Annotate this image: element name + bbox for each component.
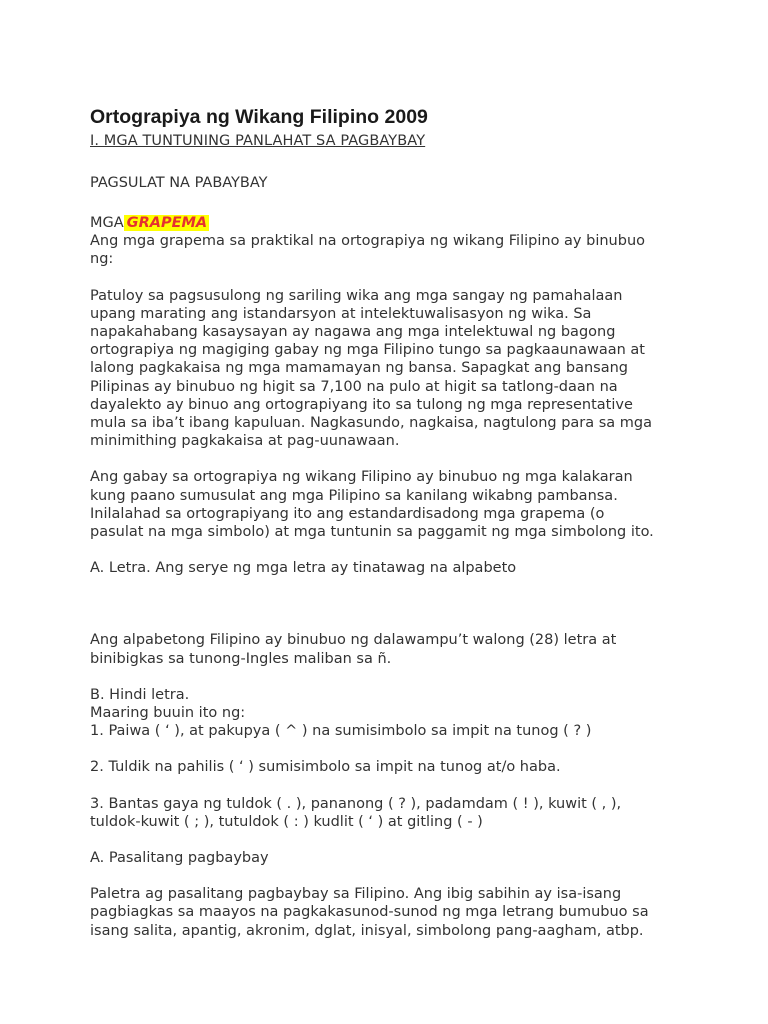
text-line: Ang gabay sa ortograpiya ng wikang Filipino ay binubuo ng mga kalakaran <box>90 469 633 486</box>
text-line: pasulat na mga simbolo) at mga tuntunin sa paggamit ng mga simbolong ito. <box>90 524 654 541</box>
text-line: upang marating ang istandarsyon at intelektuwalisasyon ng wika. Sa <box>90 305 592 322</box>
text-line: Inilalahad sa ortograpiyang ito ang estandardisadong mga grapema (o <box>90 505 605 522</box>
text-line: Pilipinas ay binubuo ng higit sa 7,100 na pulo at higit sa tatlong-daan na <box>90 378 618 395</box>
section-subtitle: I. MGA TUNTUNING PANLAHAT SA PAGBAYBAY <box>90 133 426 149</box>
document-title: Ortograpiya ng Wikang Filipino 2009 <box>90 106 428 128</box>
grapema-highlight: GRAPEMA <box>124 215 209 231</box>
text-line: dayalekto ay binuo ang ortograpiyang ito sa tulong ng mga representative <box>90 396 633 413</box>
text-line: tuldok-kuwit ( ; ), tutuldok ( : ) kudlit ( ‘ ) at gitling ( - ) <box>90 813 483 830</box>
text-line: binibigkas sa tunong-Ingles maliban sa ñ. <box>90 650 392 667</box>
text-line: 2. Tuldik na pahilis ( ‘ ) sumisimbolo sa impit na tunog at/o haba. <box>90 759 561 776</box>
text-line: Ang alpabetong Filipino ay binubuo ng dalawampu’t walong (28) letra at <box>90 632 617 649</box>
text-line: A. Letra. Ang serye ng mga letra ay tinatawag na alpabeto <box>90 560 517 577</box>
grapema-prefix: MGA <box>90 215 124 231</box>
text-line: isang salita, apantig, akronim, dglat, inisyal, simbolong pang-aagham, atbp. <box>90 922 644 939</box>
text-line: B. Hindi letra. <box>90 686 190 703</box>
grapema-heading <box>90 214 690 232</box>
text-line: kung paano sumusulat ang mga Pilipino sa kanilang wikabng pambansa. <box>90 487 618 504</box>
text-line: 3. Bantas gaya ng tuldok ( . ), pananong ( ? ), padamdam ( ! ), kuwit ( , ), <box>90 795 622 812</box>
text-line: Ang mga grapema sa praktikal na ortograpiya ng wikang Filipino ay binubuo <box>90 233 646 250</box>
section-heading: PAGSULAT NA PABAYBAY <box>90 175 268 191</box>
text-line: minimithing pagkakaisa at pag-uunawaan. <box>90 433 400 450</box>
document-page <box>90 104 690 940</box>
text-line: ng: <box>90 251 114 268</box>
text-line: Paletra ag pasalitang pagbaybay sa Filipino. Ang ibig sabihin ay isa-isang <box>90 886 622 903</box>
text-line: lalong pagkakaisa ng mga mamamayan ng bansa. Sapagkat ang bansang <box>90 360 629 377</box>
text-line: 1. Paiwa ( ‘ ), at pakupya ( ^ ) na sumisimbolo sa impit na tunog ( ? ) <box>90 723 592 740</box>
text-line: A. Pasalitang pagbaybay <box>90 850 269 867</box>
text-line: pagbiagkas sa maayos na pagkakasunod-sunod ng mga letrang bumubuo sa <box>90 904 649 921</box>
text-line: mula sa iba’t ibang kapuluan. Nagkasundo, nagkaisa, nagtulong para sa mga <box>90 415 653 432</box>
text-line: napakahabang kasaysayan ay nagawa ang mga intelektuwal ng bagong <box>90 324 616 341</box>
text-line: Patuloy sa pagsusulong ng sariling wika ang mga sangay ng pamahalaan <box>90 287 623 304</box>
text-line: Maaring buuin ito ng: <box>90 705 246 722</box>
text-line: ortograpiya ng magiging gabay ng mga Filipino tungo sa pagkaaunawaan at <box>90 342 645 359</box>
